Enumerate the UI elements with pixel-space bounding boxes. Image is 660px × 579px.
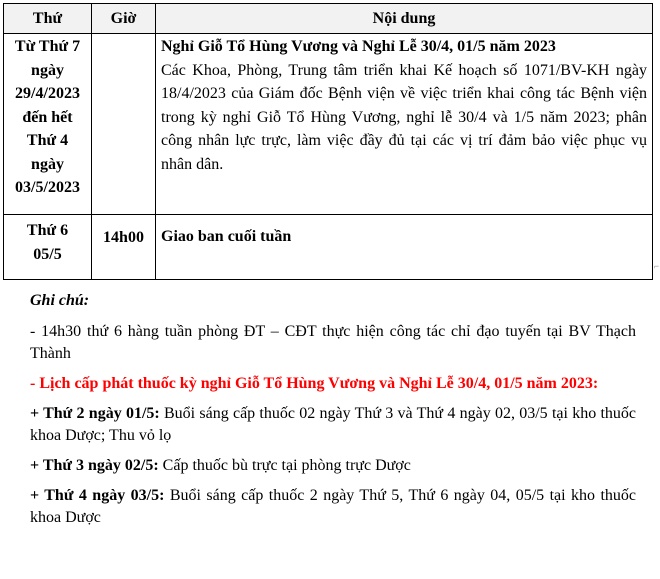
time-cell: 14h00 [92,215,156,280]
header-day: Thứ [4,4,92,34]
header-time: Giờ [92,4,156,34]
day-line: 29/4/2023 [15,85,80,102]
day-line: 03/5/2023 [15,179,80,196]
note-item [30,455,636,477]
note-item-label: + Thứ 2 ngày 01/5: [30,405,160,422]
notes-section [30,290,636,537]
time-cell [92,34,156,215]
note-item-text: Buổi sáng cấp thuốc 02 ngày Thứ 3 và Thứ 4 ngày 02, 03/5 tại kho thuốc khoa Dược; Thu vỏ lọ [30,405,637,444]
day-cell [4,34,92,215]
day-line: ngày [31,155,64,173]
content-cell [156,34,653,215]
note-item [30,485,636,529]
note-item [30,403,636,447]
schedule-table [3,3,653,280]
day-line: Thứ 4 [26,132,69,149]
note-item: - 14h30 thứ 6 hàng tuần phòng ĐT – CĐT thực hiện công tác chỉ đạo tuyến tại BV Thạch Thành [30,323,636,362]
day-cell [4,215,92,280]
day-line: 05/5 [33,245,62,263]
note-item-label: + Thứ 3 ngày 02/5: [30,457,159,474]
event-title: Nghỉ Giỗ Tổ Hùng Vương và Nghỉ Lễ 30/4, 01/5 năm 2023 [161,38,556,55]
event-body: Các Khoa, Phòng, Trung tâm triển khai Kế hoạch số 1071/BV-KH ngày 18/4/2023 của Giám đốc Bệnh viện về việc triển khai công tác Bệnh viện trong kỳ nghỉ Giỗ Tổ Hùng Vương, nghỉ lễ 30/4 và 1/5 năm 2023; phân công nhân lực trực, làm việc đầy đủ tại các vị trí đảm bảo việc phục vụ nhân dân. [161,61,647,173]
content-cell [156,215,653,280]
note-item-highlight: - Lịch cấp phát thuốc kỳ nghỉ Giỗ Tổ Hùng Vương và Nghỉ Lễ 30/4, 01/5 năm 2023: [30,375,599,392]
table-row [4,215,653,280]
day-line: ngày [31,61,64,79]
table-header-row [4,4,653,34]
notes-title: Ghi chú: [30,292,90,309]
header-content: Nội dung [156,4,653,34]
event-title: Giao ban cuối tuần [161,228,292,245]
day-line: đến hết [22,108,73,126]
table-row [4,34,653,215]
day-line: Thứ 6 [26,222,69,239]
note-item-text: Cấp thuốc bù trực tại phòng trực Dược [158,457,411,474]
resize-handle-icon: ⌐ [654,261,660,271]
note-item-label: + Thứ 4 ngày 03/5: [30,487,165,504]
day-line: Từ Thứ 7 [14,38,81,55]
note-item-text: Buổi sáng cấp thuốc 2 ngày Thứ 5, Thứ 6 ngày 04, 05/5 tại kho thuốc khoa Dược [30,487,637,526]
